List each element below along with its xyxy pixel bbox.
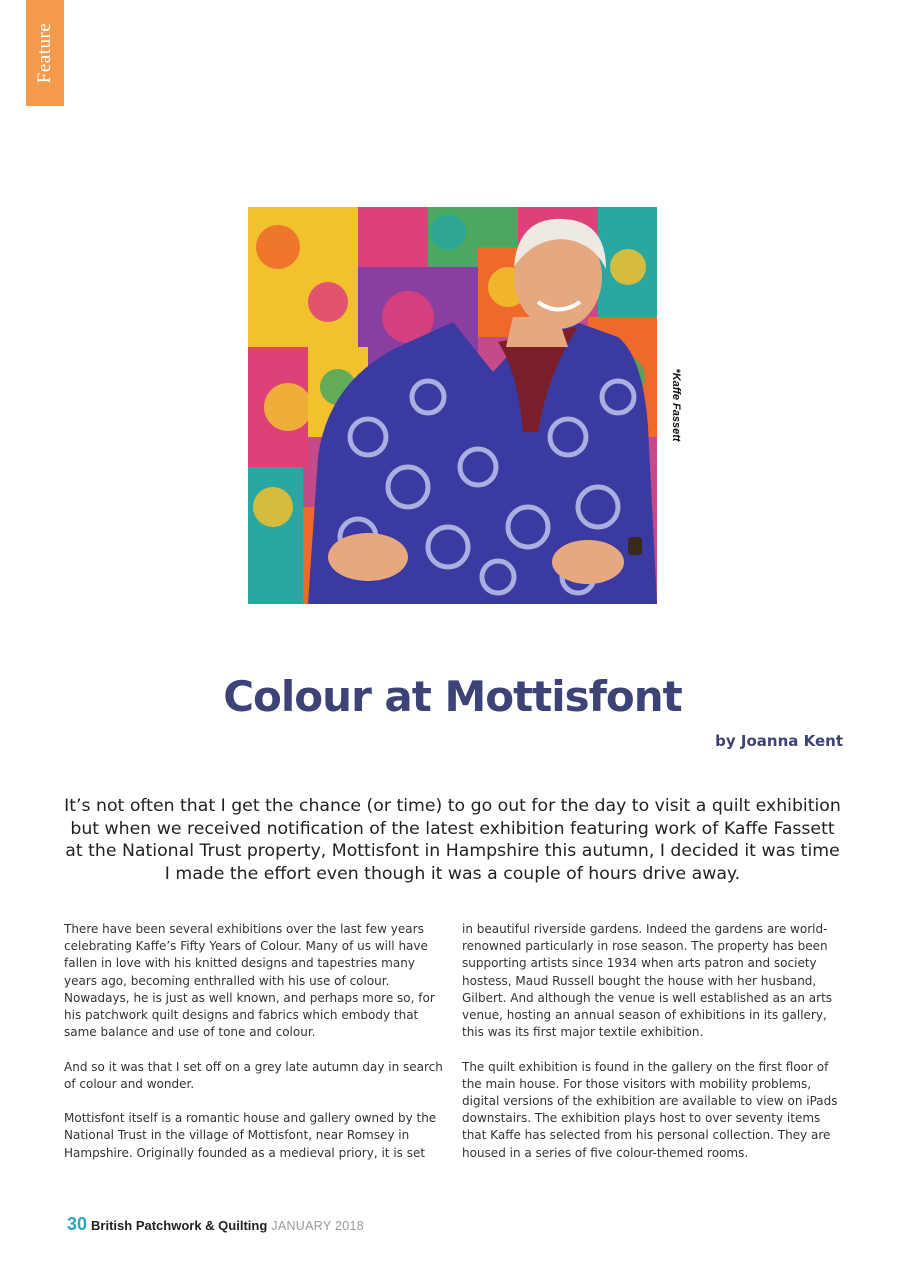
portrait-photo	[248, 207, 657, 604]
section-tab	[26, 0, 64, 106]
page-footer	[67, 1214, 364, 1235]
body-paragraph: And so it was that I set off on a grey late autumn day in search of colour and wonder.	[64, 1059, 443, 1091]
body-paragraph: There have been several exhibitions over the last few years celebrating Kaffe’s Fifty Years of Colour. Many of us will have fallen in love with his knitted designs and tapestries many years ago, becoming enthralled with his use of colour. Nowadays, he is just as well known, and perhaps more so, for his patchwork quilt designs and fabrics which embody that same balance and use of tone and colour.	[64, 922, 435, 1040]
page-number: 30	[67, 1214, 88, 1234]
article-title: Colour at Mottisfont	[223, 672, 682, 721]
left-column	[64, 921, 444, 1179]
section-tab-label: Feature	[34, 22, 56, 84]
photo-credit: *Kaffe Fassett	[670, 368, 682, 442]
body-paragraph: Mottisfont itself is a romantic house and gallery owned by the National Trust in the village of Mottisfont, near Romsey in Hampshire. Originally founded as a medieval priory, it is set	[64, 1111, 437, 1160]
article-byline: by Joanna Kent	[715, 732, 843, 750]
magazine-name: British Patchwork & Quilting	[91, 1218, 268, 1233]
body-paragraph: in beautiful riverside gardens. Indeed the gardens are world-renowned particularly in rose season. The property has been supporting artists since 1934 when arts patron and society hostess, Maud Russell bought the house with her husband, Gilbert. And although the venue is well established as an arts venue, hosting an annual season of exhibitions in its gallery, this was its first major textile exhibition.	[462, 922, 833, 1040]
right-column	[462, 921, 842, 1179]
article-intro: It’s not often that I get the chance (or time) to go out for the day to visit a quilt exhibition but when we received notification of the latest exhibition featuring work of Kaffe Fassett at the National Trust property, Mottisfont in Hampshire this autumn, I decided it was time I made the effort even though it was a couple of hours drive away.	[64, 796, 841, 884]
body-paragraph: The quilt exhibition is found in the gallery on the first floor of the main house. For those visitors with mobility problems, digital versions of the exhibition are available to view on iPads downstairs. The exhibition plays host to over seventy items that Kaffe has selected from his personal collection. They are housed in a series of five colour-themed rooms.	[462, 1059, 838, 1160]
issue-date: JANUARY 2018	[271, 1219, 365, 1233]
quilt-portrait-illustration	[248, 207, 657, 604]
